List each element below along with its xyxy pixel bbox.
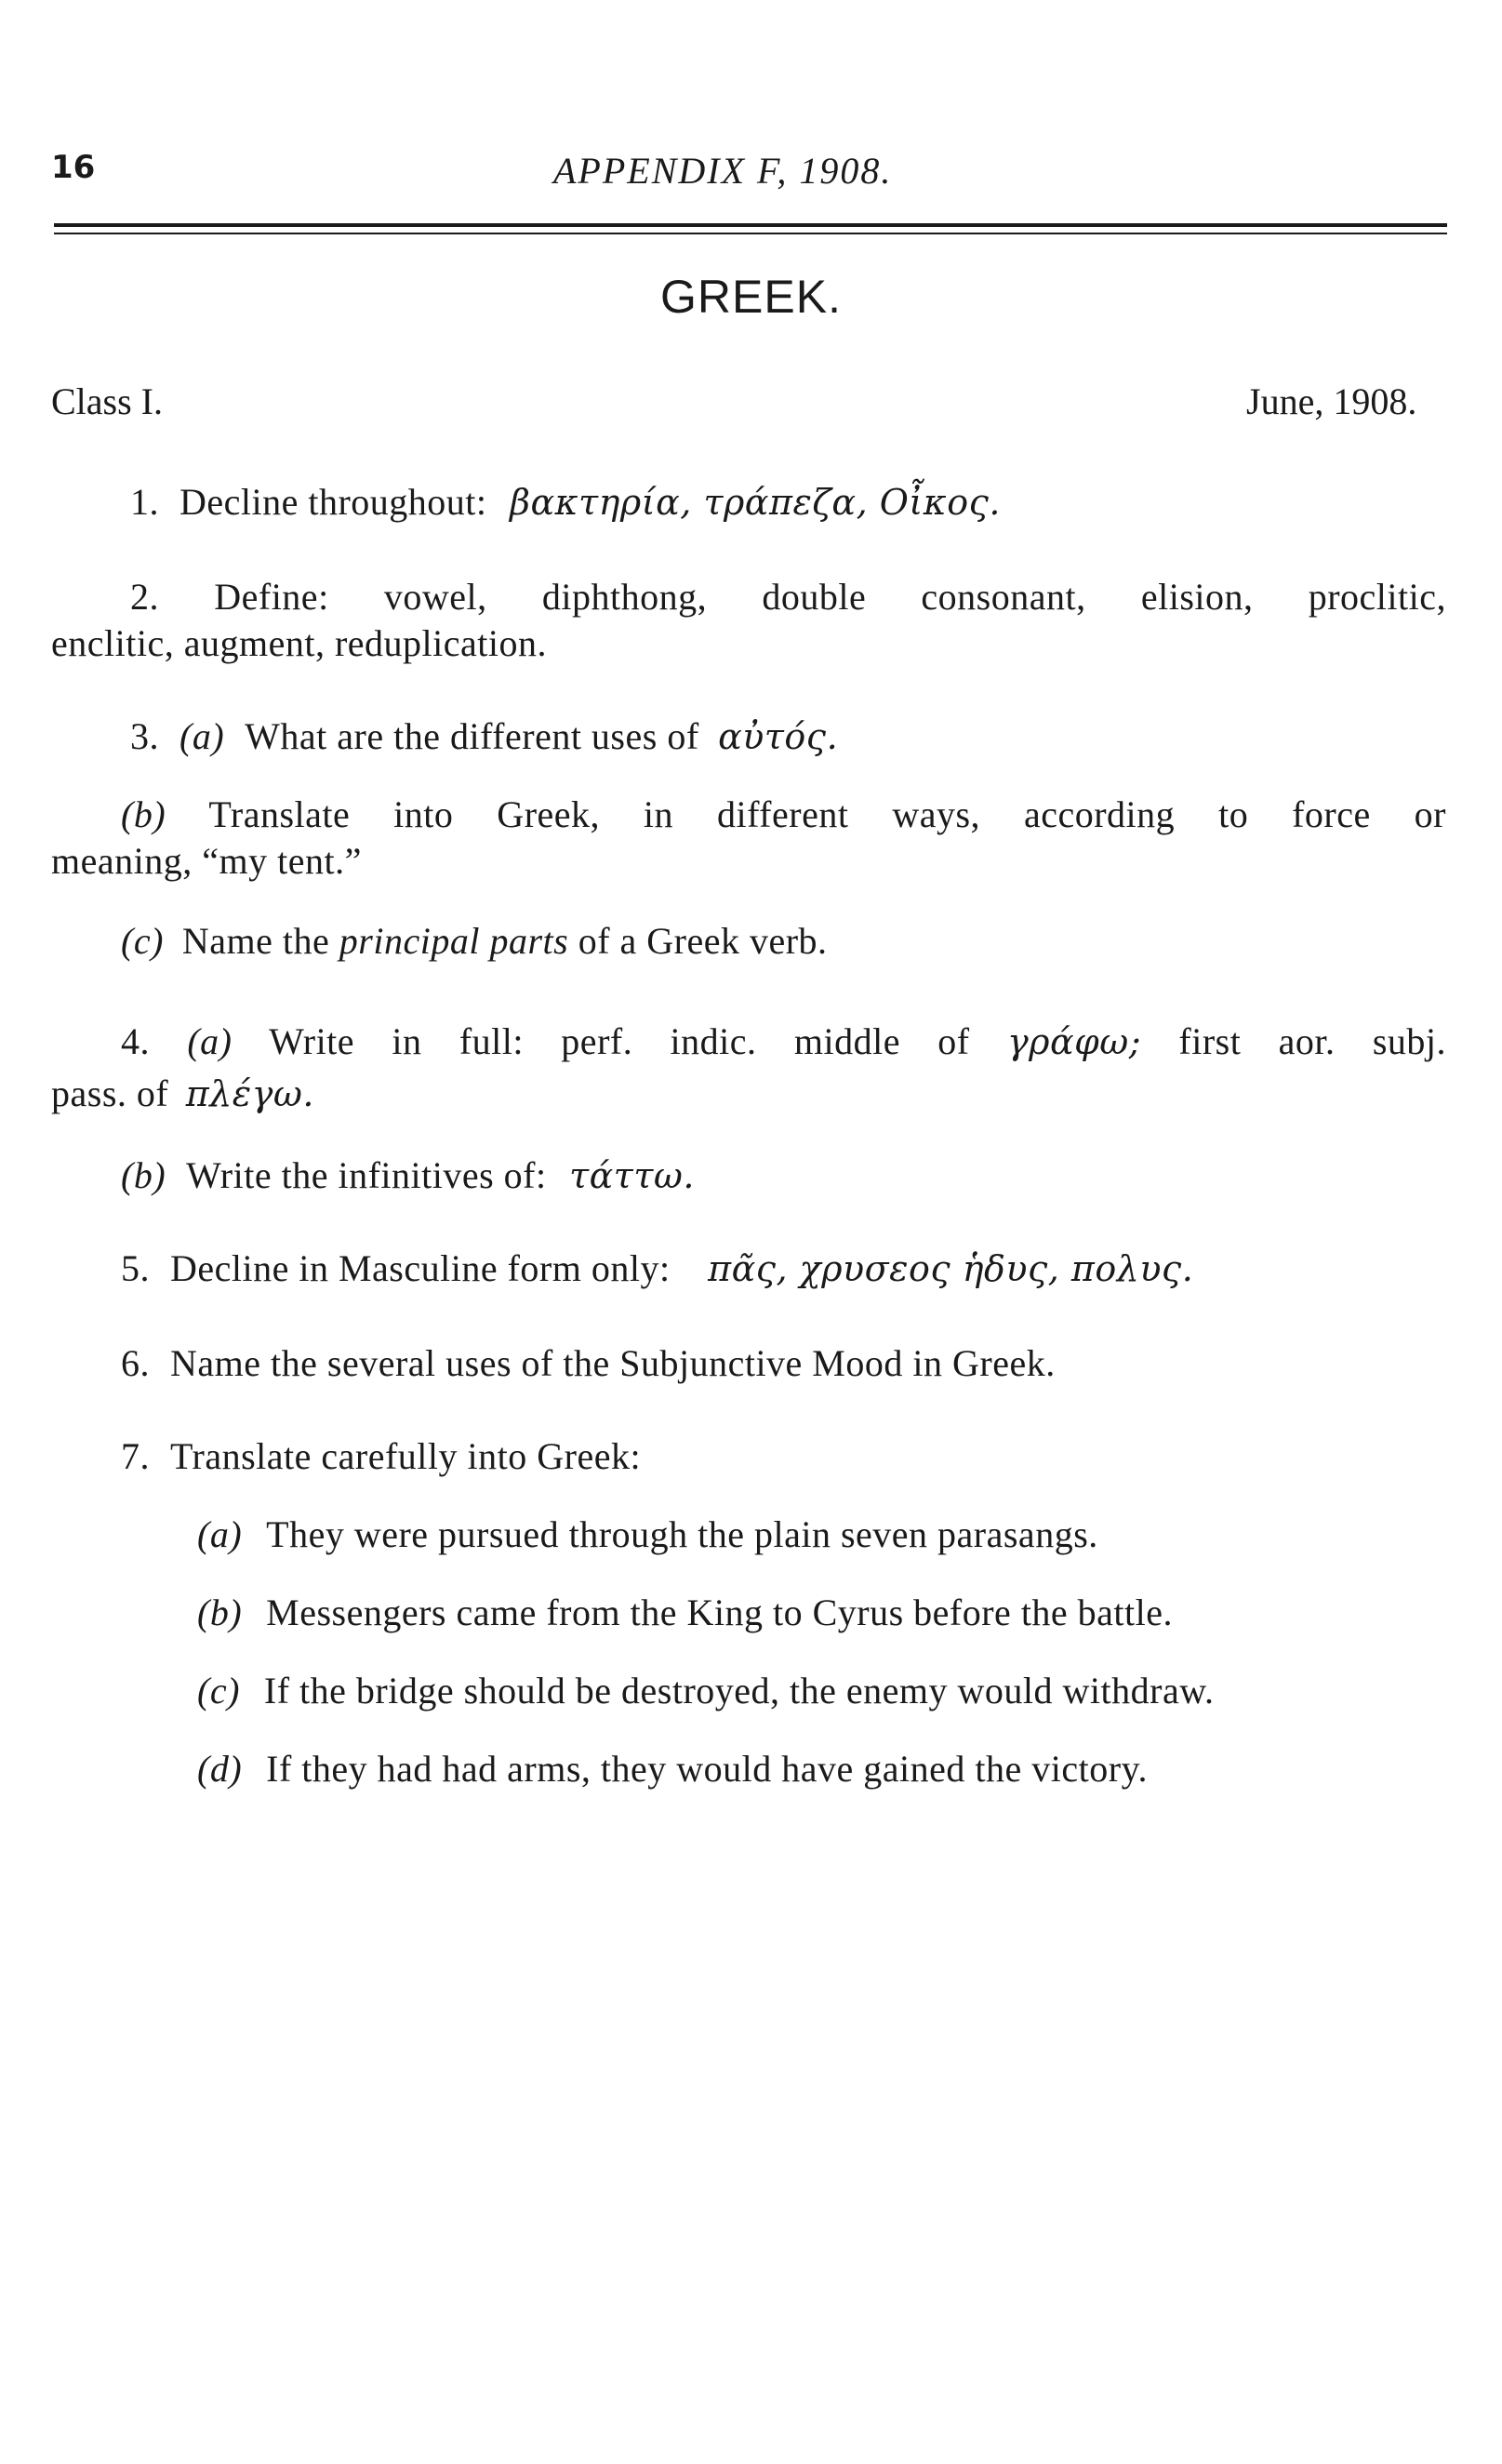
- question-text: If the bridge should be destroyed, the enemy would withdraw.: [263, 1670, 1215, 1711]
- question-text: They were pursued through the plain seven parasangs.: [266, 1513, 1098, 1555]
- greek-text: βακτηρία, τράπεζα, Οἶκος.: [510, 482, 1001, 523]
- question-text: If they had had arms, they would have gained the victory.: [266, 1748, 1148, 1790]
- header-rule-thin: [54, 233, 1447, 234]
- greek-text: τάττω.: [569, 1155, 695, 1196]
- question-number: 5.: [121, 1247, 150, 1289]
- sub-label: (b): [197, 1592, 243, 1633]
- sub-label: (b): [121, 1154, 166, 1196]
- greek-text: αὐτός.: [718, 716, 839, 757]
- italic-term: principal parts: [339, 920, 569, 962]
- question-text: Messengers came from the King to Cyrus before the battle.: [266, 1592, 1174, 1633]
- question-4b: [121, 1153, 695, 1197]
- page-number: 16: [51, 149, 96, 186]
- question-text: Write in full: perf. indic. middle of: [269, 1020, 970, 1062]
- question-4a-line-1: [51, 1019, 1446, 1063]
- question-number: 7.: [121, 1435, 150, 1477]
- question-number: 4.: [121, 1020, 150, 1062]
- header-rule-thick: [54, 223, 1447, 227]
- greek-text: γράφω;: [1006, 1021, 1142, 1062]
- question-4a-line-2: [51, 1072, 314, 1115]
- sub-label: (b): [121, 793, 166, 835]
- question-2-line-2: enclitic, augment, reduplication.: [51, 622, 547, 664]
- question-7a: [197, 1512, 1098, 1556]
- question-7c: [197, 1669, 1215, 1712]
- sub-label: (c): [121, 920, 164, 962]
- question-3c: [121, 919, 828, 963]
- greek-text: πᾶς, χρυσεος ἡδυς, πολυς.: [708, 1248, 1194, 1289]
- sub-label: (c): [197, 1670, 240, 1711]
- sub-label: (a): [179, 715, 225, 757]
- sub-label: (a): [187, 1020, 233, 1062]
- question-number: 6.: [121, 1342, 150, 1384]
- running-head: [51, 149, 1446, 195]
- sub-label: (a): [197, 1513, 243, 1555]
- class-label: Class I.: [51, 380, 163, 422]
- question-2-line-1: [51, 575, 1446, 619]
- question-text: What are the different uses of: [245, 715, 699, 757]
- question-text: Translate carefully into Greek:: [170, 1435, 642, 1477]
- question-3a: [130, 714, 838, 758]
- question-7: [121, 1434, 641, 1478]
- greek-text: πλέγω.: [185, 1073, 314, 1114]
- question-text: Decline in Masculine form only:: [170, 1247, 671, 1289]
- question-text-tail: first aor. subj.: [1178, 1020, 1447, 1062]
- question-1: [130, 480, 1001, 524]
- question-6: [121, 1341, 1056, 1385]
- question-text: Name the several uses of the Subjunctive Mood in Greek.: [170, 1342, 1056, 1384]
- sub-label: (d): [197, 1748, 243, 1790]
- question-text: Name the: [181, 920, 330, 962]
- question-number: 1.: [130, 481, 159, 523]
- question-7d: [197, 1747, 1148, 1791]
- section-title: GREEK.: [660, 271, 842, 323]
- question-text: Write the infinitives of:: [186, 1154, 547, 1196]
- question-text: Define: vowel, diphthong, double consonant, elision, proclitic,: [214, 576, 1447, 618]
- question-text: pass. of: [51, 1072, 169, 1114]
- question-number: 3.: [130, 715, 159, 757]
- exam-date: June, 1908.: [1246, 380, 1417, 422]
- question-number: 2.: [130, 576, 159, 618]
- question-text: Decline throughout:: [179, 481, 487, 523]
- question-5: [121, 1246, 1193, 1290]
- question-3b-line-1: [51, 792, 1446, 836]
- running-title: APPENDIX F, 1908.: [553, 150, 893, 192]
- question-text: Translate into Greek, in different ways, according to force or: [208, 793, 1446, 835]
- question-3b-line-2: meaning, “my tent.”: [51, 840, 362, 882]
- question-text-tail: of a Greek verb.: [578, 920, 828, 962]
- question-7b: [197, 1591, 1173, 1634]
